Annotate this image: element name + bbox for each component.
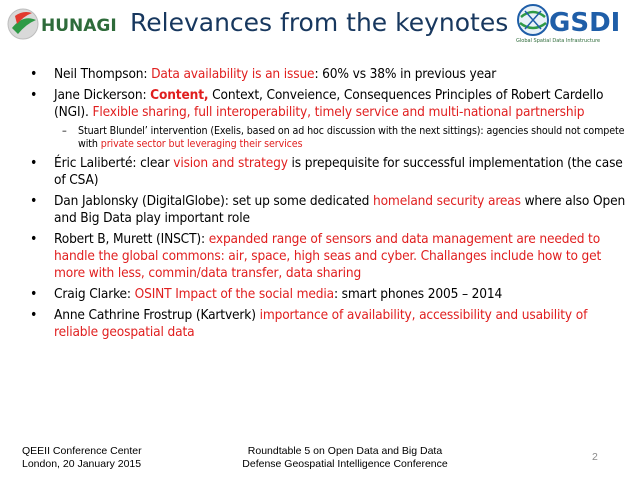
bullet-highlight: strategy — [238, 155, 288, 171]
bullet-list — [22, 66, 634, 341]
footer-venue-line1: QEEII Conference Center — [22, 445, 142, 457]
bullet-highlight: Flexible sharing, full interoperability, timely service and multi-national partnership — [92, 104, 585, 120]
bullet-highlight: Data availability is an issue — [151, 66, 315, 82]
bullet-text: : 60% vs 38% in previous year — [314, 66, 497, 82]
page-number: 2 — [592, 451, 598, 463]
bullet-content — [22, 66, 634, 345]
bullet-eric-laliberte — [22, 155, 634, 189]
bullet-jane-dickerson — [22, 87, 634, 151]
bullet-text: Robert B, Murett (INSCT): — [54, 231, 209, 247]
footer-event-line1: Roundtable 5 on Open Data and Big Data — [247, 445, 443, 457]
footer-event — [200, 445, 490, 471]
bullet-highlight: Content, — [150, 87, 209, 103]
sub-bullet-stuart-blundel — [54, 125, 634, 151]
bullet-text: Jane Dickerson: — [54, 87, 151, 103]
bullet-neil-thompson — [22, 66, 634, 83]
footer-venue — [22, 445, 142, 471]
bullet-text: : smart phones 2005 – 2014 — [333, 286, 503, 302]
bullet-text: Anne Cathrine Frostrup (Kartverk) — [54, 307, 260, 323]
bullet-text: is prepequisite for successful implementation (the case of CSA) — [54, 155, 623, 188]
bullet-text: Craig Clarke: — [54, 286, 135, 302]
bullet-highlight: OSINT Impact of the social media — [134, 286, 334, 302]
bullet-dan-jablonsky — [22, 193, 634, 227]
bullet-highlight: homeland security areas — [373, 193, 521, 209]
bullet-text: Context, Conveience, Consequences Principles of Robert Cardello (NGI). — [54, 87, 604, 120]
gsdi-logo — [515, 3, 633, 45]
hunagi-logo — [6, 4, 122, 44]
gsdi-logo-text: GSDI — [549, 8, 621, 38]
bullet-highlight: expanded range of sensors and data management are needed to handle the global commons: air, space, high seas and cyber. Challanges include how to get more with less, commin/data transfer, data sharing — [54, 231, 602, 281]
gsdi-logo-subtitle: Global Spatial Data Infrastructure — [516, 38, 601, 44]
bullet-highlight: vision and — [173, 155, 239, 171]
bullet-robert-murett — [22, 231, 634, 282]
bullet-text: Stuart Blundel’ intervention (Exelis, based on ad hoc discussion with the next sittings): agencies should not compete with — [78, 125, 625, 150]
bullet-text: Éric Laliberté: clear — [54, 155, 174, 171]
bullet-text: Dan Jablonsky (DigitalGlobe): set up some dedicated — [54, 193, 373, 209]
bullet-anne-cathrine-frostrup — [22, 307, 634, 341]
sub-bullet-list — [54, 125, 634, 151]
bullet-craig-clarke — [22, 286, 634, 303]
footer-event-line2: Defense Geospatial Intelligence Conference — [242, 458, 448, 470]
bullet-highlight: private sector but leveraging their services — [100, 138, 303, 150]
bullet-text: where also Open and Big Data play important role — [54, 193, 626, 226]
page-title: Relevances from the keynotes — [130, 8, 509, 37]
footer-venue-line2: London, 20 January 2015 — [22, 458, 142, 470]
hunagi-logo-text: HUNAGI — [41, 16, 117, 36]
bullet-text: Neil Thompson: — [54, 66, 152, 82]
bullet-highlight: importance of availability, accessibility and usability of reliable geospatial data — [54, 307, 588, 340]
